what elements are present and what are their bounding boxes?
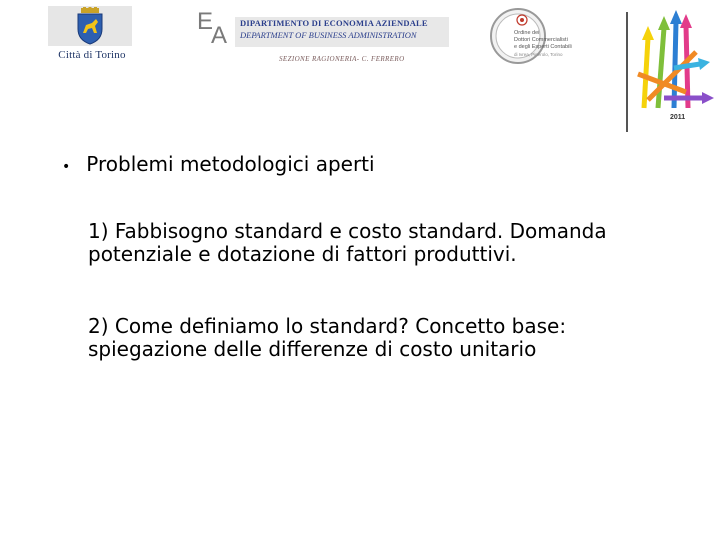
ea-monogram bbox=[193, 8, 233, 52]
slide-header bbox=[0, 0, 720, 140]
bullet-item bbox=[62, 152, 375, 176]
ea-title-english: DEPARTMENT OF BUSINESS ADMINISTRATION bbox=[240, 30, 417, 40]
ordine-line-1: Ordine dei bbox=[514, 30, 540, 36]
ea-title-italian: DIPARTIMENTO DI ECONOMIA AZIENDALE bbox=[240, 18, 428, 28]
citta-di-torino-logo bbox=[44, 6, 140, 64]
ordine-dottori-logo bbox=[488, 6, 578, 66]
anniversary-year: 2011 bbox=[670, 114, 686, 121]
slide-body bbox=[0, 140, 720, 540]
bullet-marker: • bbox=[62, 159, 71, 175]
header-divider bbox=[626, 12, 628, 132]
ordine-seal-icon bbox=[488, 6, 578, 66]
anniversary-logo bbox=[634, 8, 720, 134]
ea-mark-e: E bbox=[197, 8, 214, 35]
colored-arrows-icon bbox=[634, 8, 720, 112]
paragraph-standard: 2) Come definiamo lo standard? Concetto base: spiegazione delle differenze di costo unitario bbox=[88, 314, 567, 361]
paragraph-fabbisogno: 1) Fabbisogno standard e costo standard. Domanda potenziale e dotazione di fattori produttivi. bbox=[88, 219, 607, 266]
ea-section-label: SEZIONE RAGIONERIA- C. FERRERO bbox=[279, 55, 405, 63]
bullet-heading: Problemi metodologici aperti bbox=[86, 152, 375, 176]
ea-department-banner bbox=[193, 10, 453, 70]
ordine-line-2: Dottori Commercialisti bbox=[514, 37, 568, 43]
ordine-line-3: e degli Esperti Contabili bbox=[514, 44, 572, 50]
ordine-line-4: di Ivrea, Pinerolo, Torino bbox=[514, 52, 563, 57]
city-crest-icon bbox=[72, 7, 108, 45]
citta-di-torino-label: Città di Torino bbox=[58, 49, 126, 61]
ea-mark-a: A bbox=[211, 22, 228, 49]
